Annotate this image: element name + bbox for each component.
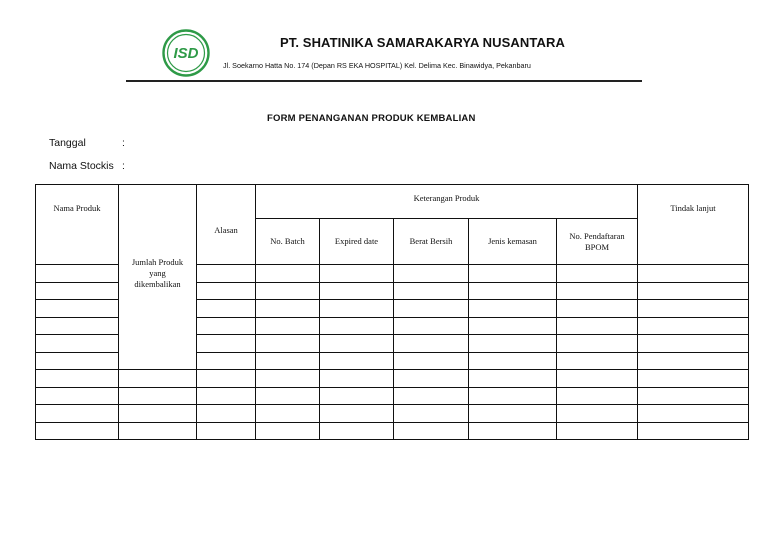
col-no-batch: No. Batch bbox=[256, 219, 320, 265]
table-cell[interactable] bbox=[394, 387, 469, 405]
return-form-body bbox=[36, 185, 749, 440]
table-row bbox=[36, 422, 749, 440]
table-cell[interactable] bbox=[256, 317, 320, 335]
header-divider bbox=[126, 80, 642, 82]
table-cell[interactable] bbox=[36, 387, 119, 405]
col-no-pendaftaran: No. Pendaftaran BPOM bbox=[557, 219, 638, 265]
table-cell[interactable] bbox=[394, 317, 469, 335]
table-cell[interactable] bbox=[394, 405, 469, 423]
table-cell[interactable] bbox=[256, 422, 320, 440]
table-cell[interactable] bbox=[394, 300, 469, 318]
table-cell[interactable] bbox=[557, 282, 638, 300]
table-cell[interactable] bbox=[320, 317, 394, 335]
table-cell[interactable] bbox=[557, 422, 638, 440]
table-cell[interactable] bbox=[557, 335, 638, 353]
table-cell[interactable] bbox=[469, 352, 557, 370]
table-row bbox=[36, 387, 749, 405]
col-expired: Expired date bbox=[320, 219, 394, 265]
return-form-table bbox=[35, 184, 749, 440]
table-cell[interactable] bbox=[197, 352, 256, 370]
table-cell[interactable] bbox=[36, 370, 119, 388]
table-cell[interactable] bbox=[469, 282, 557, 300]
table-cell[interactable] bbox=[320, 300, 394, 318]
table-cell[interactable] bbox=[638, 387, 749, 405]
table-cell[interactable] bbox=[638, 405, 749, 423]
table-cell[interactable] bbox=[36, 335, 119, 353]
table-cell[interactable] bbox=[469, 300, 557, 318]
table-cell[interactable] bbox=[394, 265, 469, 283]
table-cell[interactable] bbox=[394, 370, 469, 388]
table-cell[interactable] bbox=[320, 265, 394, 283]
table-cell[interactable] bbox=[320, 387, 394, 405]
table-cell[interactable] bbox=[638, 422, 749, 440]
table-cell[interactable] bbox=[36, 317, 119, 335]
table-cell[interactable] bbox=[197, 422, 256, 440]
table-cell[interactable] bbox=[638, 282, 749, 300]
table-cell[interactable] bbox=[557, 405, 638, 423]
table-cell[interactable] bbox=[469, 422, 557, 440]
table-cell[interactable] bbox=[256, 370, 320, 388]
table-cell[interactable] bbox=[394, 282, 469, 300]
table-cell[interactable] bbox=[469, 265, 557, 283]
table-cell[interactable] bbox=[119, 405, 197, 423]
table-cell[interactable] bbox=[638, 265, 749, 283]
table-cell[interactable] bbox=[197, 265, 256, 283]
col-nama-produk: Nama Produk bbox=[36, 185, 119, 265]
stockist-field bbox=[49, 160, 125, 172]
table-cell[interactable] bbox=[469, 335, 557, 353]
table-cell[interactable] bbox=[394, 352, 469, 370]
svg-text:ISD: ISD bbox=[173, 45, 199, 62]
table-cell[interactable] bbox=[394, 422, 469, 440]
table-cell[interactable] bbox=[119, 422, 197, 440]
table-cell[interactable] bbox=[197, 282, 256, 300]
date-colon: : bbox=[122, 137, 125, 149]
table-cell[interactable] bbox=[557, 265, 638, 283]
table-row bbox=[36, 370, 749, 388]
table-cell[interactable] bbox=[36, 422, 119, 440]
table-cell[interactable] bbox=[256, 405, 320, 423]
company-name: PT. SHATINIKA SAMARAKARYA NUSANTARA bbox=[280, 35, 565, 50]
table-cell[interactable] bbox=[197, 317, 256, 335]
table-cell[interactable] bbox=[197, 405, 256, 423]
table-cell[interactable] bbox=[256, 265, 320, 283]
col-jenis: Jenis kemasan bbox=[469, 219, 557, 265]
table-cell[interactable] bbox=[320, 422, 394, 440]
company-logo bbox=[162, 29, 210, 77]
table-cell[interactable] bbox=[197, 300, 256, 318]
table-cell[interactable] bbox=[197, 335, 256, 353]
table-cell[interactable] bbox=[320, 370, 394, 388]
table-cell[interactable] bbox=[557, 317, 638, 335]
table-cell[interactable] bbox=[256, 282, 320, 300]
table-cell[interactable] bbox=[557, 370, 638, 388]
table-cell[interactable] bbox=[320, 282, 394, 300]
table-cell[interactable] bbox=[469, 317, 557, 335]
col-tindak-lanjut: Tindak lanjut bbox=[638, 185, 749, 265]
col-alasan: Alasan bbox=[197, 185, 256, 265]
table-cell[interactable] bbox=[320, 335, 394, 353]
table-cell[interactable] bbox=[119, 387, 197, 405]
table-cell[interactable] bbox=[638, 335, 749, 353]
date-label: Tanggal bbox=[49, 137, 86, 149]
table-cell[interactable] bbox=[320, 352, 394, 370]
table-cell[interactable] bbox=[256, 335, 320, 353]
table-cell[interactable] bbox=[557, 300, 638, 318]
table-cell[interactable] bbox=[469, 370, 557, 388]
table-cell[interactable] bbox=[638, 370, 749, 388]
table-cell[interactable] bbox=[36, 265, 119, 283]
stockist-label: Nama Stockis bbox=[49, 160, 114, 172]
table-cell[interactable] bbox=[197, 370, 256, 388]
table-cell[interactable] bbox=[256, 352, 320, 370]
date-field bbox=[49, 137, 125, 149]
col-berat: Berat Bersih bbox=[394, 219, 469, 265]
col-jumlah: Jumlah Produk yang dikembalikan bbox=[119, 185, 197, 370]
table-row bbox=[36, 405, 749, 423]
company-address: Jl. Soekarno Hatta No. 174 (Depan RS EKA HOSPITAL) Kel. Delima Kec. Binawidya, Pekanbaru bbox=[223, 61, 531, 70]
table-cell[interactable] bbox=[320, 405, 394, 423]
table-cell[interactable] bbox=[119, 370, 197, 388]
table-cell[interactable] bbox=[197, 387, 256, 405]
form-title: FORM PENANGANAN PRODUK KEMBALIAN bbox=[267, 113, 476, 124]
table-cell[interactable] bbox=[394, 335, 469, 353]
col-keterangan: Keterangan Produk bbox=[256, 185, 638, 219]
table-cell[interactable] bbox=[638, 352, 749, 370]
table-cell[interactable] bbox=[557, 352, 638, 370]
table-cell[interactable] bbox=[36, 300, 119, 318]
table-cell[interactable] bbox=[36, 352, 119, 370]
stockist-colon: : bbox=[122, 160, 125, 172]
table-cell[interactable] bbox=[469, 405, 557, 423]
table-cell[interactable] bbox=[36, 282, 119, 300]
table-cell[interactable] bbox=[256, 300, 320, 318]
table-cell[interactable] bbox=[256, 387, 320, 405]
table-cell[interactable] bbox=[36, 405, 119, 423]
table-cell[interactable] bbox=[557, 387, 638, 405]
table-cell[interactable] bbox=[638, 317, 749, 335]
table-cell[interactable] bbox=[469, 387, 557, 405]
table-cell[interactable] bbox=[638, 300, 749, 318]
